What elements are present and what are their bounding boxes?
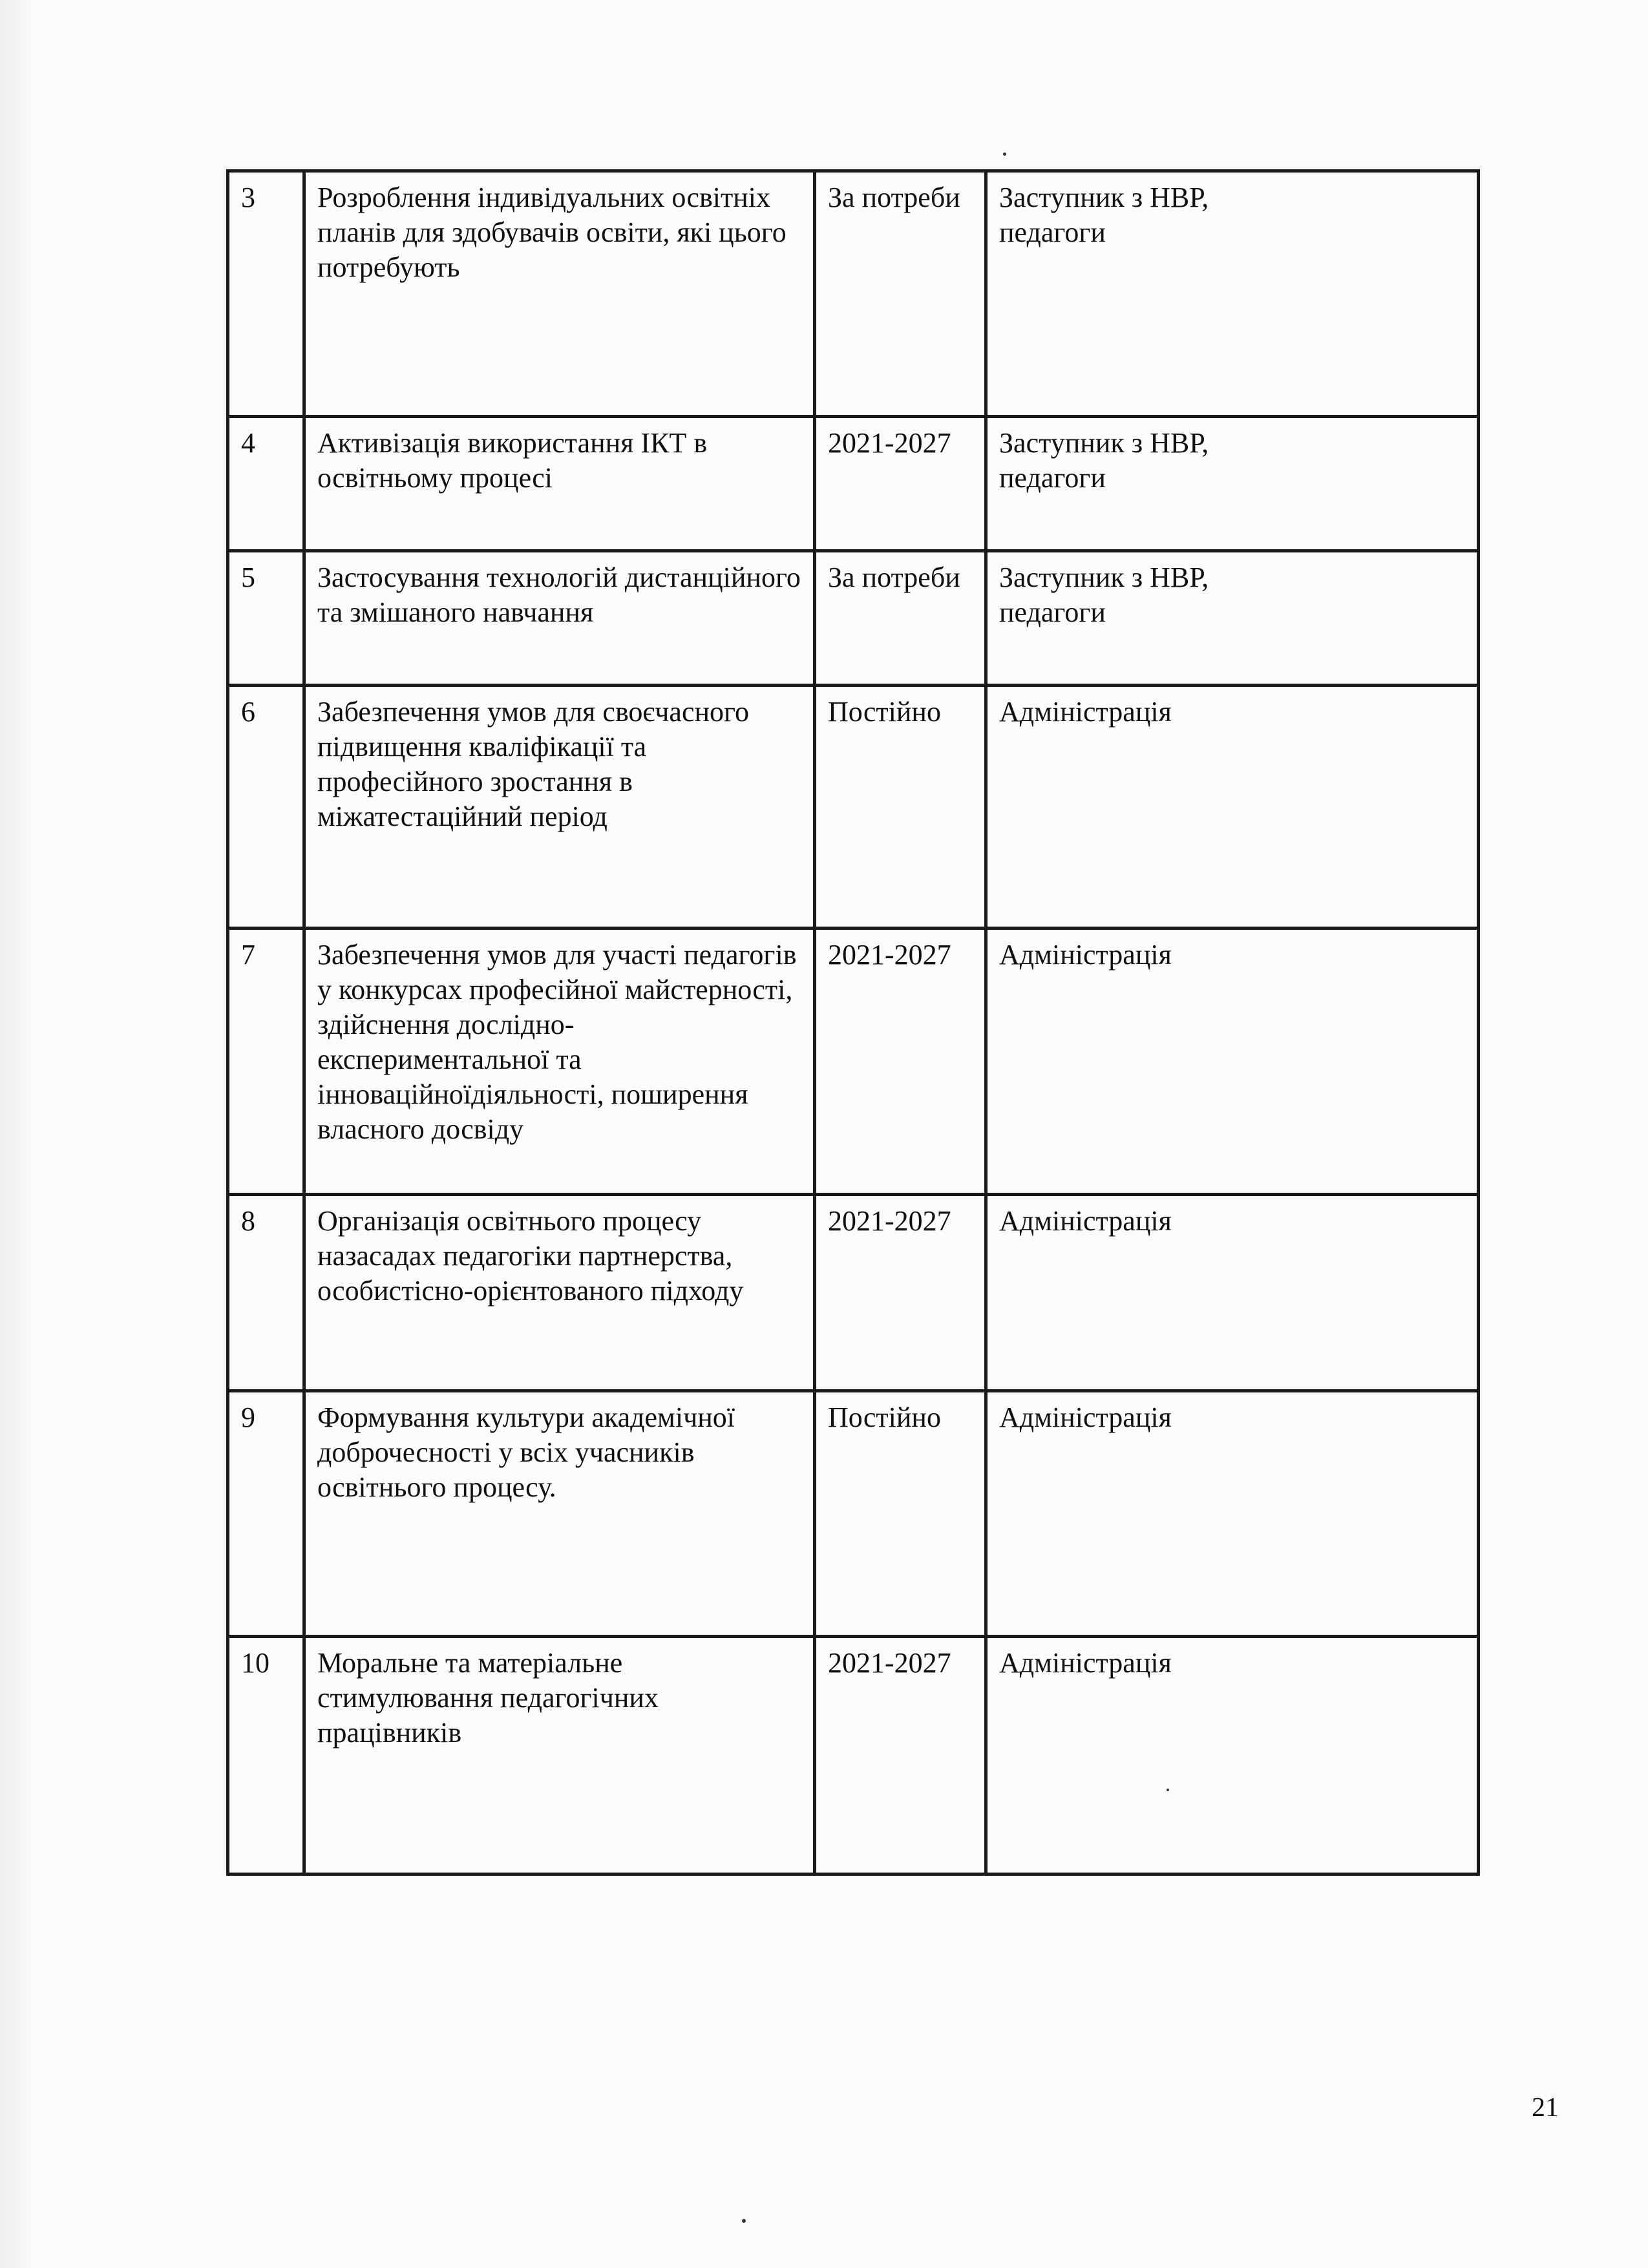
row-number: 6 xyxy=(228,686,304,929)
table-row xyxy=(228,1195,1479,1391)
responsible-line: Заступник з НВР, xyxy=(999,562,1209,593)
row-number: 3 xyxy=(228,171,304,417)
action-cell: Розроблення індивідуальних освітніх планів для здобувачів освіти, які цього потребують xyxy=(304,171,815,417)
row-number: 10 xyxy=(228,1637,304,1874)
responsible-line: Адміністрація xyxy=(999,1647,1172,1679)
action-cell: Активізація використання ІКТ в освітньому процесі xyxy=(304,417,815,551)
responsible-line: педагоги xyxy=(999,216,1106,248)
responsible-line: Адміністрація xyxy=(999,696,1172,728)
term-cell: Постійно xyxy=(815,1391,986,1637)
responsible-line: Заступник з НВР, xyxy=(999,427,1209,459)
responsible-line: педагоги xyxy=(999,596,1106,628)
responsible-line: педагоги xyxy=(999,462,1106,494)
responsible-cell xyxy=(986,1391,1479,1637)
responsible-cell xyxy=(986,929,1479,1195)
action-cell: Застосування технологій дистанційного та змішаного навчання xyxy=(304,551,815,686)
responsible-cell xyxy=(986,1195,1479,1391)
row-number: 8 xyxy=(228,1195,304,1391)
table-row xyxy=(228,929,1479,1195)
row-number: 9 xyxy=(228,1391,304,1637)
page-number: 21 xyxy=(1532,2093,1559,2123)
term-cell: За потреби xyxy=(815,171,986,417)
responsible-cell xyxy=(986,551,1479,686)
responsible-line: Заступник з НВР, xyxy=(999,182,1209,213)
responsible-cell xyxy=(986,171,1479,417)
term-cell: За потреби xyxy=(815,551,986,686)
responsible-cell xyxy=(986,417,1479,551)
term-cell: 2021-2027 xyxy=(815,929,986,1195)
responsible-cell xyxy=(986,686,1479,929)
term-cell: 2021-2027 xyxy=(815,1195,986,1391)
scan-speck xyxy=(1003,152,1006,156)
responsible-line: Адміністрація xyxy=(999,939,1172,971)
action-cell: Формування культури академічної доброчесності у всіх учасників освітнього процесу. xyxy=(304,1391,815,1637)
action-cell: Забезпечення умов для участі педагогів у конкурсах професійної майстерності, здійснення дослідно-експериментальної та інноваційноїдіяльності, поширення власного досвіду xyxy=(304,929,815,1195)
row-number: 5 xyxy=(228,551,304,686)
scan-shadow xyxy=(0,0,34,2268)
responsible-line: Адміністрація xyxy=(999,1402,1172,1433)
action-plan-table xyxy=(226,169,1480,1876)
table-row xyxy=(228,417,1479,551)
action-cell: Забезпечення умов для своєчасного підвищення кваліфікації та професійного зростання в міжатестаційний період xyxy=(304,686,815,929)
scan-speck xyxy=(742,2219,746,2223)
responsible-cell xyxy=(986,1637,1479,1874)
term-cell: 2021-2027 xyxy=(815,417,986,551)
table-row xyxy=(228,171,1479,417)
action-cell: Організація освітнього процесу назасадах педагогіки партнерства, особистісно-орієнтованого підходу xyxy=(304,1195,815,1391)
term-cell: Постійно xyxy=(815,686,986,929)
table-row xyxy=(228,551,1479,686)
responsible-line: Адміністрація xyxy=(999,1205,1172,1237)
table-row xyxy=(228,1391,1479,1637)
table-row xyxy=(228,1637,1479,1874)
row-number: 4 xyxy=(228,417,304,551)
table-row xyxy=(228,686,1479,929)
row-number: 7 xyxy=(228,929,304,1195)
term-cell: 2021-2027 xyxy=(815,1637,986,1874)
action-cell: Моральне та матеріальне стимулювання педагогічних працівників xyxy=(304,1637,815,1874)
